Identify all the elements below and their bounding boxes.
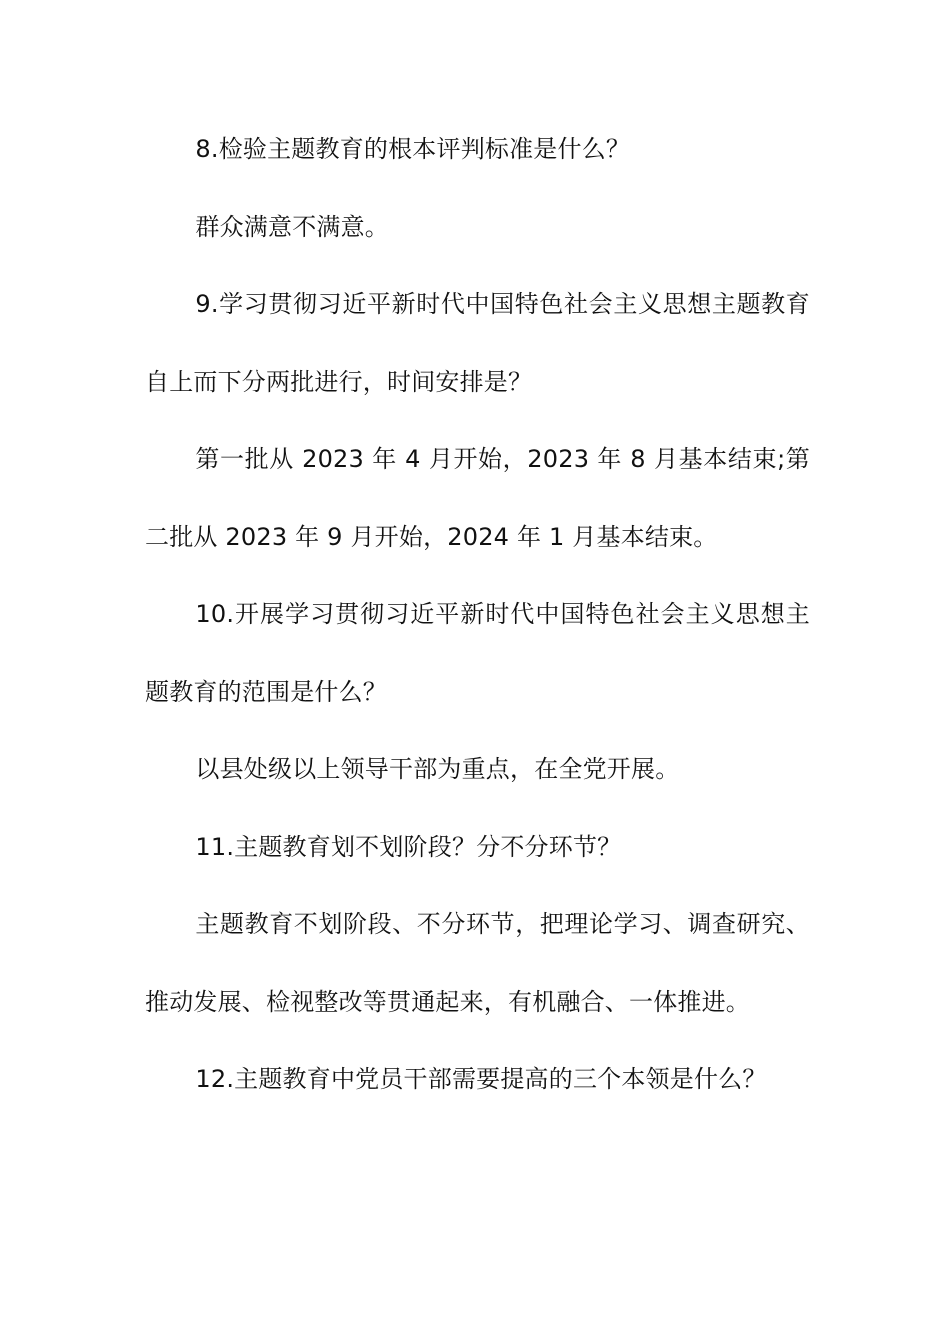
question-8: 8.检验主题教育的根本评判标准是什么？ [195,135,631,163]
question-9: 9.学习贯彻习近平新时代中国特色社会主义思想主题教育自上而下分两批进行，时间安排是？ [145,290,810,396]
answer-10: 以县处级以上领导干部为重点，在全党开展。 [195,755,680,783]
question-12: 12.主题教育中党员干部需要提高的三个本领是什么？ [195,1065,767,1093]
answer-11: 主题教育不划阶段、不分环节，把理论学习、调查研究、推动发展、检视整改等贯通起来，有机融合、一体推进。 [145,910,810,1016]
document-body [145,111,810,1119]
answer-9: 第一批从 2023 年 4 月开始，2023 年 8 月基本结束;第二批从 2023 年 9 月开始，2024 年 1 月基本结束。 [145,445,810,551]
question-11: 11.主题教育划不划阶段？分不分环节？ [195,832,622,861]
answer-8: 群众满意不满意。 [195,212,389,241]
question-10: 10.开展学习贯彻习近平新时代中国特色社会主义思想主题教育的范围是什么？ [145,600,810,706]
